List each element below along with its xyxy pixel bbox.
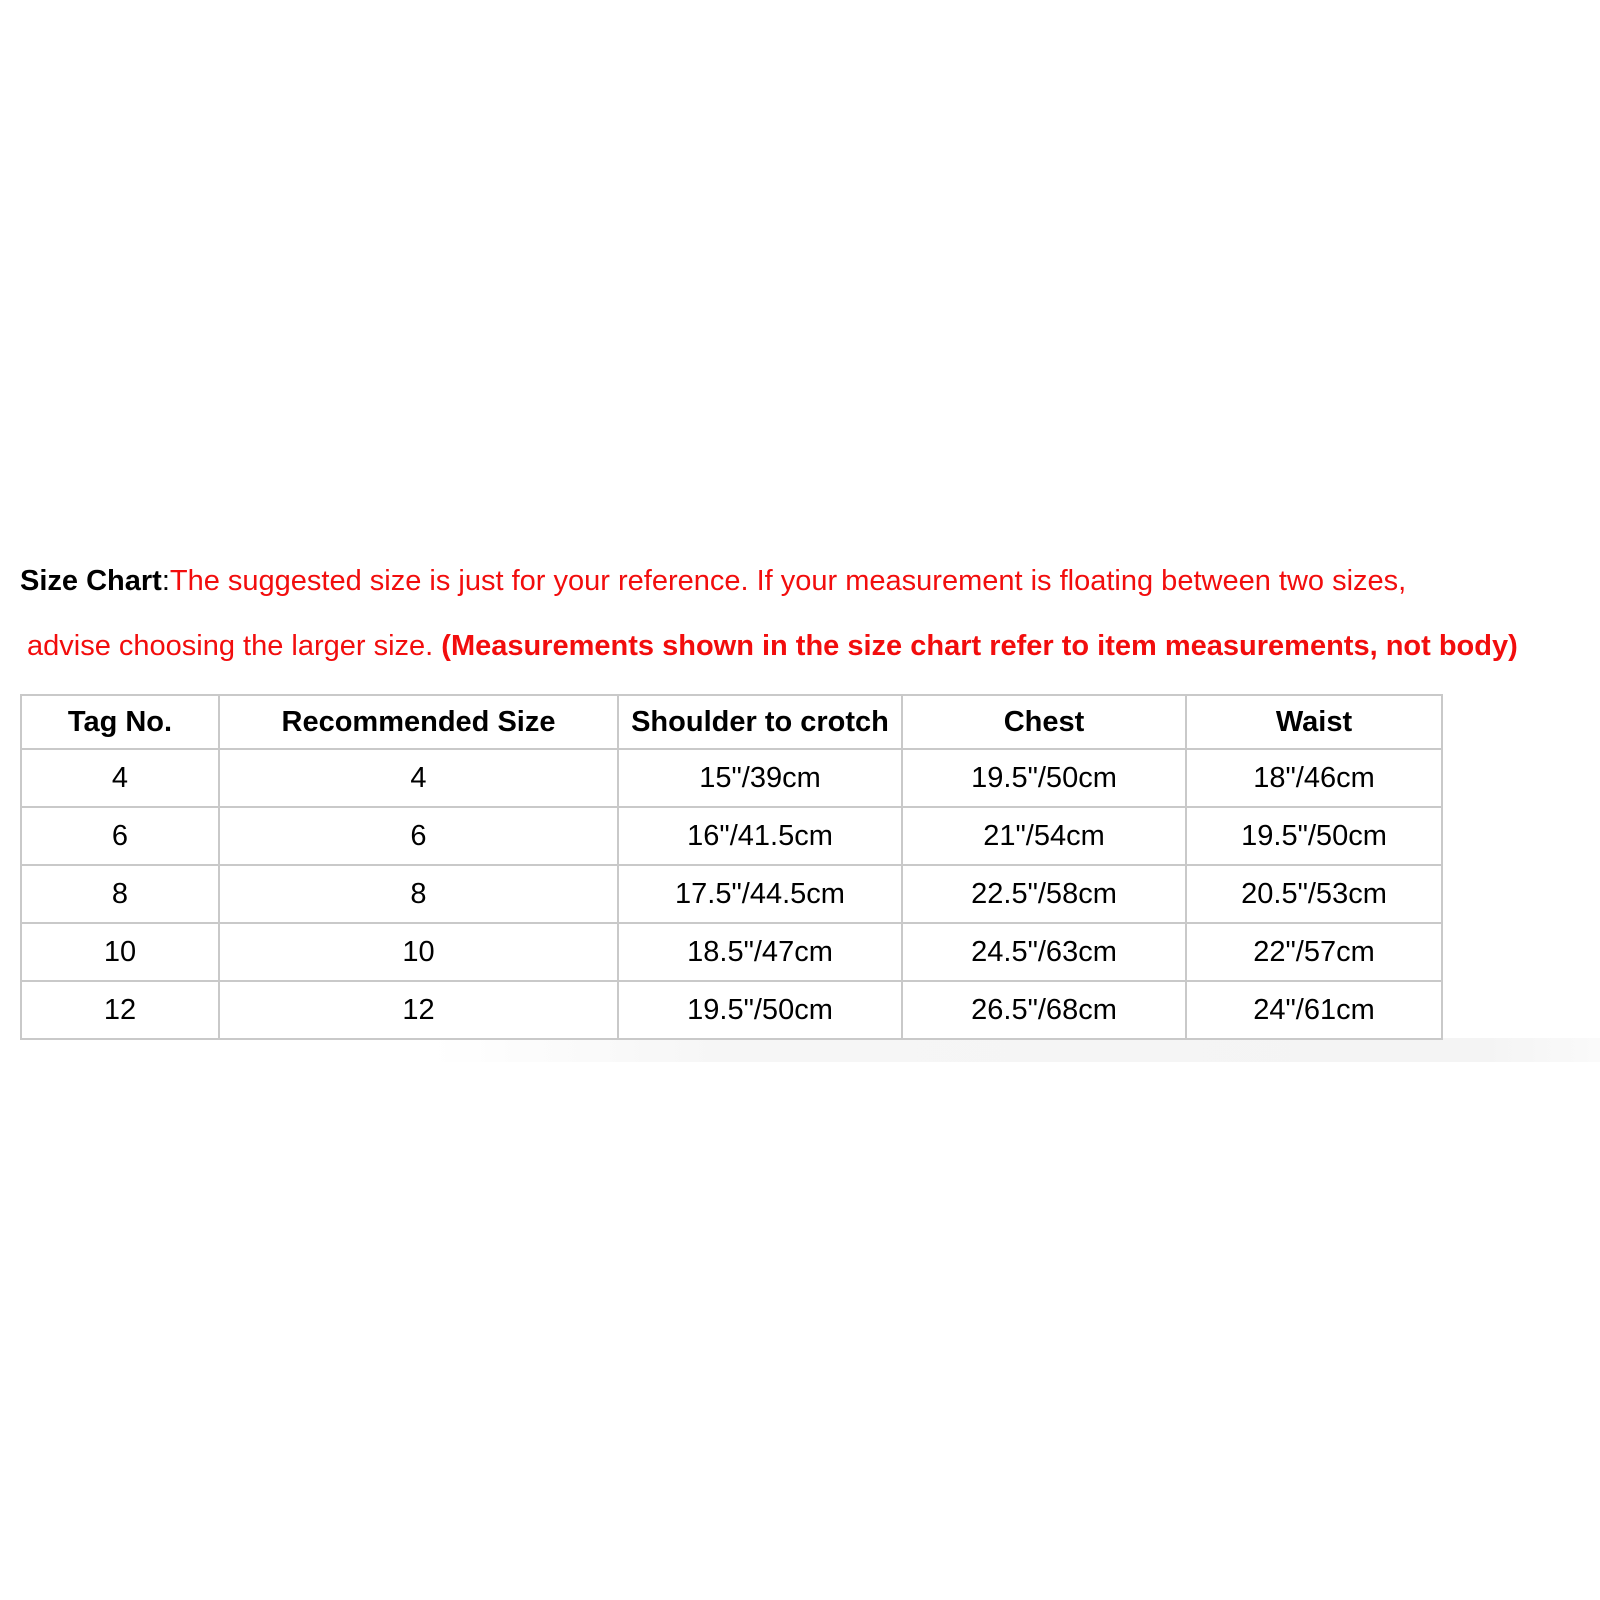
cell-waist: 20.5"/53cm (1186, 865, 1442, 923)
cell-recommended-size: 12 (219, 981, 618, 1039)
intro-line-2 (27, 629, 1518, 663)
cell-waist: 18"/46cm (1186, 749, 1442, 807)
table-row (21, 865, 1442, 923)
table-row (21, 981, 1442, 1039)
size-chart-table (20, 694, 1443, 1040)
intro-line-1 (20, 564, 1406, 598)
cell-recommended-size: 8 (219, 865, 618, 923)
header-chest: Chest (902, 695, 1186, 749)
cell-waist: 19.5"/50cm (1186, 807, 1442, 865)
measurement-note: (Measurements shown in the size chart refer to item measurements, not body) (441, 630, 1518, 662)
cell-tag-no: 12 (21, 981, 219, 1039)
table-row (21, 807, 1442, 865)
label-colon: : (161, 565, 170, 597)
cell-chest: 24.5"/63cm (902, 923, 1186, 981)
cell-recommended-size: 10 (219, 923, 618, 981)
intro-sentence-2: advise choosing the larger size. (27, 630, 434, 662)
cell-tag-no: 6 (21, 807, 219, 865)
size-chart-label: Size Chart (20, 565, 162, 597)
table-shadow (430, 1038, 1600, 1062)
table-row (21, 749, 1442, 807)
header-recommended-size: Recommended Size (219, 695, 618, 749)
table-row (21, 923, 1442, 981)
cell-chest: 26.5"/68cm (902, 981, 1186, 1039)
cell-recommended-size: 4 (219, 749, 618, 807)
cell-shoulder-to-crotch: 16"/41.5cm (618, 807, 902, 865)
cell-tag-no: 8 (21, 865, 219, 923)
cell-tag-no: 10 (21, 923, 219, 981)
header-tag-no: Tag No. (21, 695, 219, 749)
cell-tag-no: 4 (21, 749, 219, 807)
table-header-row (21, 695, 1442, 749)
cell-recommended-size: 6 (219, 807, 618, 865)
cell-chest: 22.5"/58cm (902, 865, 1186, 923)
header-waist: Waist (1186, 695, 1442, 749)
cell-chest: 21"/54cm (902, 807, 1186, 865)
header-shoulder-to-crotch: Shoulder to crotch (618, 695, 902, 749)
cell-shoulder-to-crotch: 17.5"/44.5cm (618, 865, 902, 923)
cell-shoulder-to-crotch: 18.5"/47cm (618, 923, 902, 981)
cell-chest: 19.5"/50cm (902, 749, 1186, 807)
intro-sentence-1: The suggested size is just for your reference. If your measurement is floating between two sizes, (169, 565, 1407, 597)
cell-shoulder-to-crotch: 15"/39cm (618, 749, 902, 807)
cell-waist: 24"/61cm (1186, 981, 1442, 1039)
cell-shoulder-to-crotch: 19.5"/50cm (618, 981, 902, 1039)
cell-waist: 22"/57cm (1186, 923, 1442, 981)
